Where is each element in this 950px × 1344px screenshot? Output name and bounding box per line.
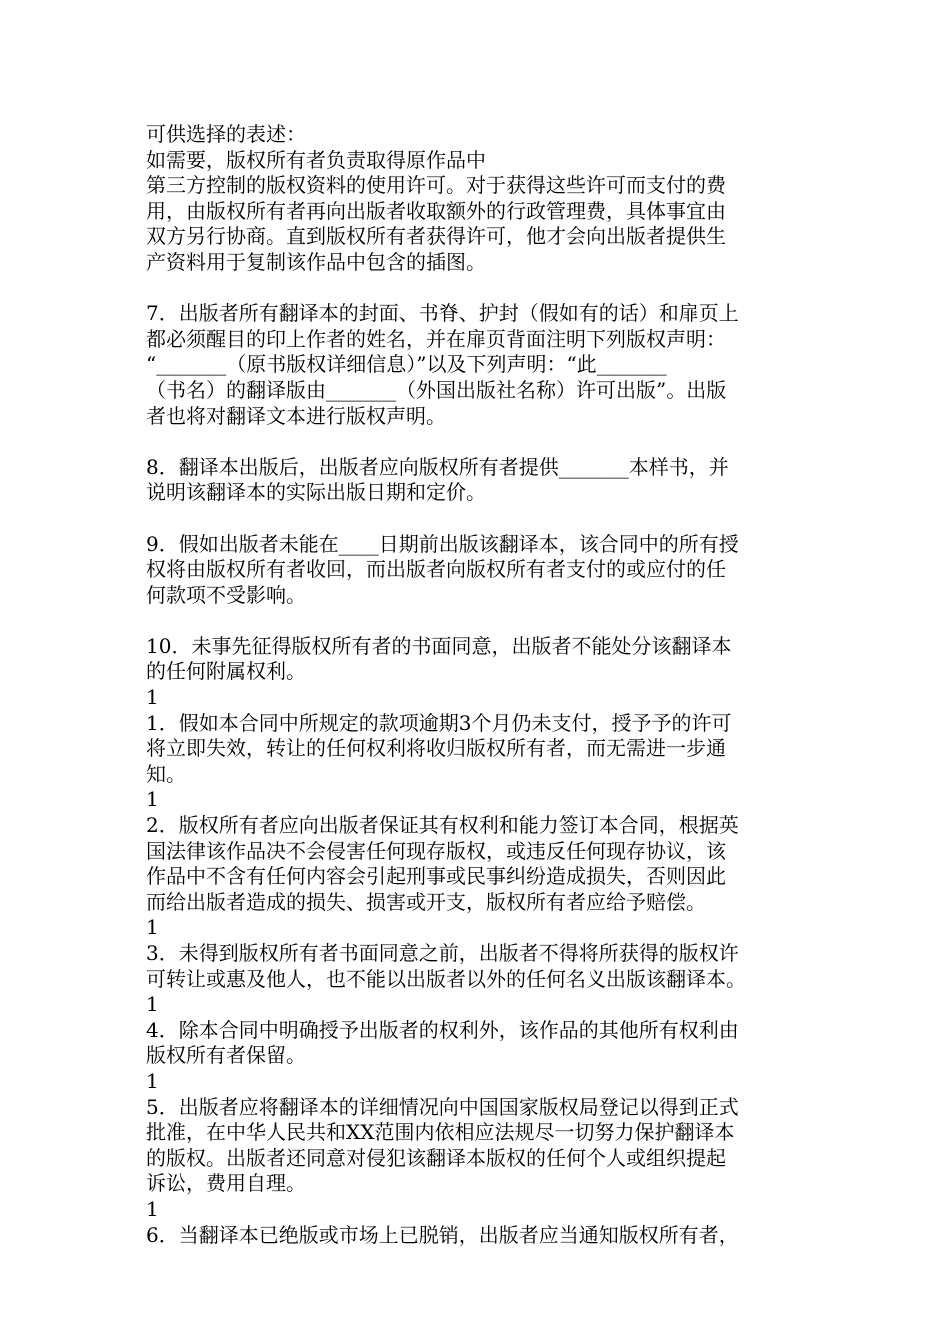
text-line: 的版权。出版者还同意对侵犯该翻译本版权的任何个人或组织提起 [146, 1145, 726, 1170]
clause-number-prefix: 1 [146, 1068, 159, 1093]
paragraph-alternative-statement [146, 122, 808, 276]
paragraph-clause-8 [146, 455, 808, 506]
text-line: 10．未事先征得版权所有者的书面同意，出版者不能处分该翻译本 [146, 633, 732, 658]
text-line: 4．除本合同中明确授予出版者的权利外，该作品的其他所有权利由 [146, 1017, 739, 1042]
text-line: 知。 [146, 761, 186, 786]
paragraph-clause-9 [146, 532, 808, 609]
text-line: 者也将对翻译文本进行版权声明。 [146, 403, 446, 428]
text-line: 批准，在中华人民共和XX范围内依相应法规尽一切努力保护翻译本 [146, 1120, 735, 1145]
text-line: 都必须醒目的印上作者的姓名，并在扉页背面注明下列版权声明： [146, 326, 726, 351]
paragraph-clause-10-onward [146, 634, 808, 1248]
text-line: 6．当翻译本已绝版或市场上已脱销，出版者应当通知版权所有者， [146, 1222, 739, 1247]
paragraph-clause-7 [146, 301, 808, 429]
text-line: 国法律该作品决不会侵害任何现存版权，或违反任何现存协议，该 [146, 838, 726, 863]
text-line: 8．翻译本出版后，出版者应向版权所有者提供_______本样书，并 [146, 454, 729, 479]
text-line: 的任何附属权利。 [146, 659, 306, 684]
clause-number-prefix: 1 [146, 992, 159, 1017]
text-line: “_______（原书版权详细信息）”以及下列声明：“此_______ [146, 352, 667, 377]
text-line: 第三方控制的版权资料的使用许可。对于获得这些许可而支付的费 [146, 173, 726, 198]
text-line: 3．未得到版权所有者书面同意之前，出版者不得将所获得的版权许 [146, 941, 739, 965]
text-line: 何款项不受影响。 [146, 582, 306, 607]
text-line: 说明该翻译本的实际出版日期和定价。 [146, 480, 486, 505]
clause-number-prefix: 1 [146, 685, 159, 710]
text-line: 可供选择的表述： [146, 122, 306, 146]
text-line: 可转让或惠及他人，也不能以出版者以外的任何名义出版该翻译本。 [146, 966, 746, 991]
clause-number-prefix: 1 [146, 1196, 159, 1221]
text-line: 5．出版者应将翻译本的详细情况向中国国家版权局登记以得到正式 [146, 1094, 739, 1119]
clause-number-prefix: 1 [146, 915, 159, 940]
text-line: 用，由版权所有者再向出版者收取额外的行政管理费，具体事宜由 [146, 198, 726, 223]
text-line: （书名）的翻译版由_______（外国出版社名称）许可出版”。出版 [146, 377, 727, 402]
clause-number-prefix: 1 [146, 787, 159, 812]
text-line: 权将由版权所有者收回，而出版者向版权所有者支付的或应付的任 [146, 557, 726, 582]
document-body [146, 122, 808, 1248]
text-line: 2．版权所有者应向出版者保证其有权利和能力签订本合同，根据英 [146, 813, 739, 838]
text-line: 双方另行协商。直到版权所有者获得许可，他才会向出版者提供生 [146, 224, 726, 249]
text-line: 7．出版者所有翻译本的封面、书脊、护封（假如有的话）和扉页上 [146, 301, 739, 326]
text-line: 版权所有者保留。 [146, 1043, 306, 1068]
text-line: 而给出版者造成的损失、损害或开支，版权所有者应给予赔偿。 [146, 889, 706, 914]
text-line: 9．假如出版者未能在____日期前出版该翻译本，该合同中的所有授 [146, 531, 739, 556]
text-line: 将立即失效，转让的任何权利将收归版权所有者，而无需进一步通 [146, 736, 726, 761]
text-line: 产资料用于复制该作品中包含的插图。 [146, 249, 486, 274]
text-line: 如需要，版权所有者负责取得原作品中 [146, 147, 486, 172]
text-line: 作品中不含有任何内容会引起刑事或民事纠纷造成损失，否则因此 [146, 864, 726, 889]
text-line: 1．假如本合同中所规定的款项逾期3个月仍未支付，授予予的许可 [146, 710, 732, 735]
text-line: 诉讼，费用自理。 [146, 1171, 306, 1196]
